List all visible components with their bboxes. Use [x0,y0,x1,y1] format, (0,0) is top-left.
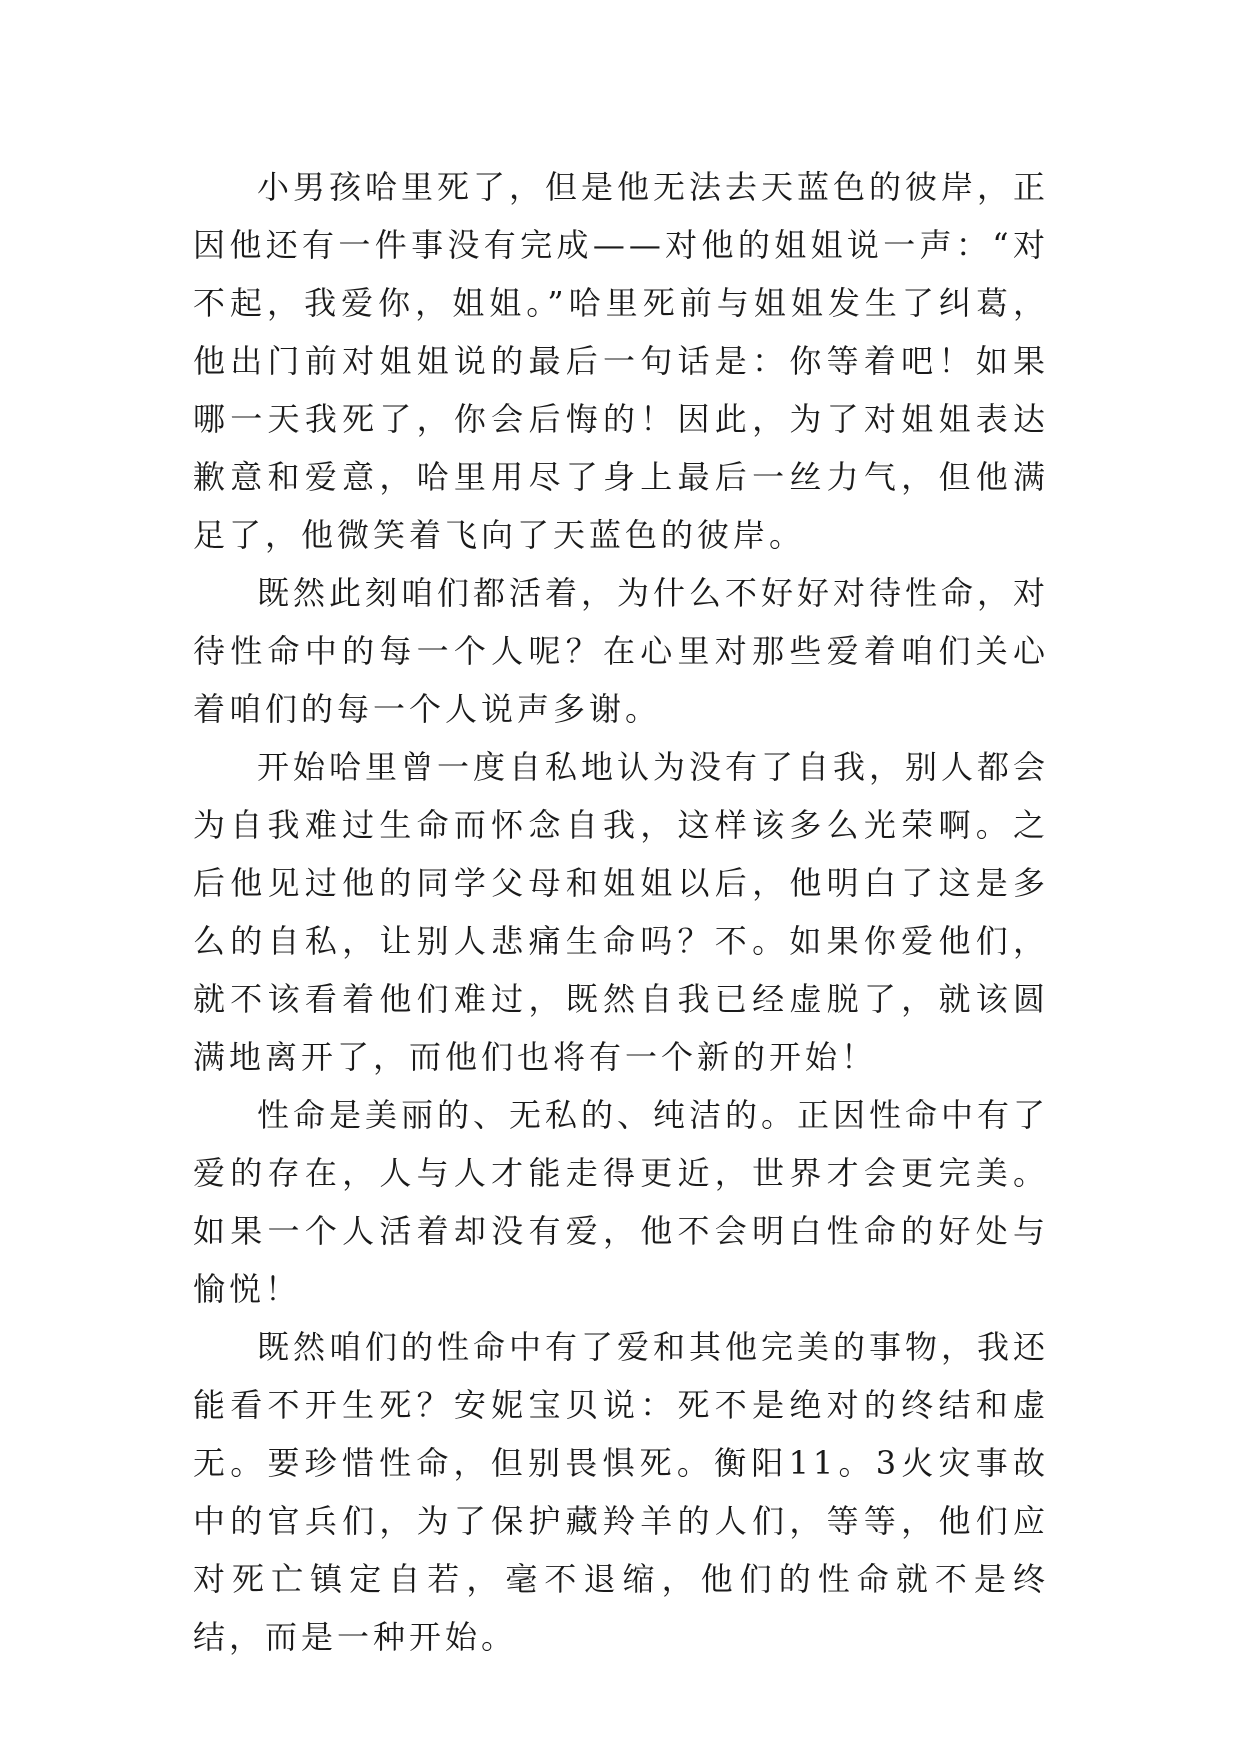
paragraph-4: 性命是美丽的、无私的、纯洁的。正因性命中有了爱的存在，人与人才能走得更近，世界才会更完美。如果一个人活着却没有爱，他不会明白性命的好处与愉悦！ [193,1096,1050,1308]
paragraph-3: 开始哈里曾一度自私地认为没有了自我，别人都会为自我难过生命而怀念自我，这样该多么光荣啊。之后他见过他的同学父母和姐姐以后，他明白了这是多么的自私，让别人悲痛生命吗？不。如果你爱他们，就不该看着他们难过，既然自我已经虚脱了，就该圆满地离开了，而他们也将有一个新的开始！ [193,748,1050,1076]
paragraph-1: 小男孩哈里死了，但是他无法去天蓝色的彼岸，正因他还有一件事没有完成——对他的姐姐说一声：“对不起，我爱你，姐姐。”哈里死前与姐姐发生了纠葛，他出门前对姐姐说的最后一句话是：你等着吧！如果哪一天我死了，你会后悔的！因此，为了对姐姐表达歉意和爱意，哈里用尽了身上最后一丝力气，但他满足了，他微笑着飞向了天蓝色的彼岸。 [193,168,1050,554]
paragraph-2: 既然此刻咱们都活着，为什么不好好对待性命，对待性命中的每一个人呢？在心里对那些爱着咱们关心着咱们的每一个人说声多谢。 [193,574,1050,728]
document-body [193,158,1049,1666]
paragraph-5: 既然咱们的性命中有了爱和其他完美的事物，我还能看不开生死？安妮宝贝说：死不是绝对的终结和虚无。要珍惜性命，但别畏惧死。衡阳11。3火灾事故中的官兵们，为了保护藏羚羊的人们，等等，他们应对死亡镇定自若，毫不退缩，他们的性命就不是终结，而是一种开始。 [193,1328,1050,1656]
